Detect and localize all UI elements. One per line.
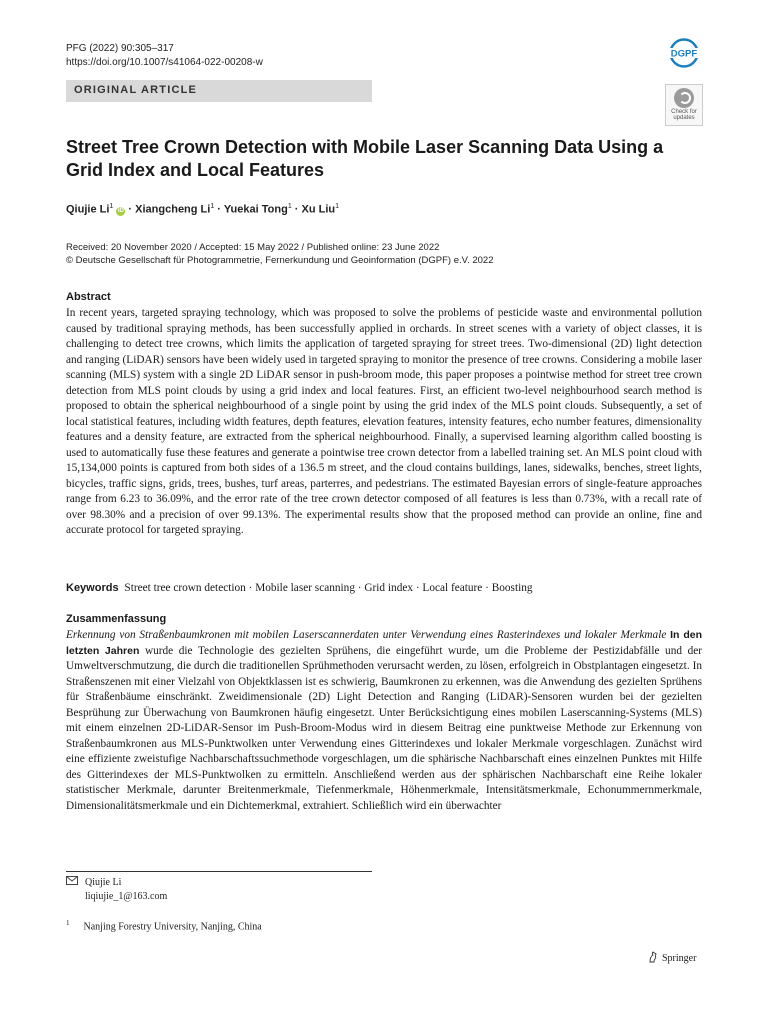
zusammenfassung-heading: Zusammenfassung <box>66 613 167 625</box>
article-type-banner <box>66 80 372 102</box>
author-name[interactable]: Xiangcheng Li <box>135 203 211 216</box>
check-for-updates-button[interactable] <box>665 84 703 126</box>
contact-name: Qiujie Li <box>85 877 122 888</box>
author-affiliation: 1 <box>287 203 292 210</box>
author-affiliation: 1 <box>109 203 114 210</box>
zusammenfassung-body <box>66 628 702 814</box>
german-title: Erkennung von Straßenbaumkronen mit mobilen Laserscannerdaten unter Verwendung eines Rasterindexes und lokaler Merkmale <box>66 629 667 641</box>
dgpf-logo-icon <box>666 38 702 68</box>
copyright-line: © Deutsche Gesellschaft für Photogrammetrie, Fernerkundung und Geoinformation (DGPF) e.V. 2022 <box>66 255 494 266</box>
journal-reference <box>66 42 263 70</box>
keywords-list: Street tree crown detection · Mobile laser scanning · Grid index · Local feature · Boosting <box>124 582 533 594</box>
check-updates-icon <box>674 88 694 108</box>
affiliation-number: 1 <box>66 919 70 927</box>
dgpf-logo-text: DGPF <box>670 48 698 60</box>
author-affiliation: 1 <box>335 203 340 210</box>
paper-title: Street Tree Crown Detection with Mobile Laser Scanning Data Using a Grid Index and Local Features <box>66 137 664 180</box>
journal-citation: PFG (2022) 90:305–317 <box>66 43 174 54</box>
check-updates-label: Check for updates <box>671 109 697 121</box>
orcid-icon[interactable]: iD <box>117 207 124 214</box>
author-affiliation: 1 <box>210 203 215 210</box>
publisher-logo <box>648 951 696 964</box>
publication-history <box>66 241 494 267</box>
author-name[interactable]: Xu Liu <box>301 203 336 216</box>
author-list: Qiujie Li$^1$ iD · Xiangcheng $Li^1$ · Yuekai Tong$^1$ · Xu Liu$^1$ <box>66 203 340 216</box>
author-name[interactable]: Yuekai Tong <box>223 203 288 216</box>
contact-email[interactable]: liqiujie_1@163.com <box>85 891 168 902</box>
affiliation-footnote <box>66 916 262 934</box>
envelope-icon <box>66 876 78 885</box>
keywords-heading: Keywords <box>66 582 119 594</box>
corresponding-author <box>66 876 167 904</box>
doi-link[interactable]: https://doi.org/10.1007/s41064-022-00208-w <box>66 57 263 68</box>
publisher-name: Springer <box>662 953 697 964</box>
author-name[interactable]: Qiujie Li <box>66 203 110 216</box>
zusammenfassung-text: wurde die Technologie des gezielten Sprühens, die eingeführt wurde, um die Probleme der Pestizidabfälle und der Umweltverschmutzung, die durch die traditionellen Sprühmethoden verursacht werden, zu lösen, erfolgreich in Obstplantagen eingesetzt. In Straßenszenen mit einer Vielzahl von Objektklassen ist es schwierig, Baumkronen zu erkennen, was die Anwendung des gezielten Sprühens für Straßenbäume einschränkt. Zweidimensionale (2D) Light Detection and Ranging (LiDAR)-Sensoren wurden bei der gezielten Besprühung zur Überwachung von Baumkronen häufig eingesetzt. Unter Berücksichtigung eines mobilen Laserscanning-Systems (MLS) mit einem einzelnen 2D-LiDAR-Sensor im Push-Broom-Modus wird in diesem Beitrag eine punktweise Methode zur Erkennung von Straßenbaumkronen aus MLS-Punktwolken unter Verwendung eines Gitterindexes und lokaler Merkmale vorgeschlagen. Zunächst wird eine effiziente zweistufige Nachbarschaftssuchmethode vorgeschlagen, um die sphärische Nachbarschaft eines einzelnen Punktes mit Hilfe des Gitterindexes der MLS-Punktwolken zu ermitteln. Anschließend werden aus der sphärischen Nachbarschaft eine Reihe lokaler statistischer Merkmale, darunter Breitenmerkmale, Tiefenmerkmale, Höhenmerkmale, Intensitätsmerkmale, Echonummernmerkmale, Dimensionalitätsmerkmale und ein Dichtemerkmal, extrahiert. Schließlich wird ein überwachter <box>66 644 703 812</box>
article-type-label: ORIGINAL ARTICLE <box>74 84 198 96</box>
footnote-divider <box>66 871 372 872</box>
zusammenfassung-lead: In den letzten Jahren <box>66 629 703 657</box>
springer-horse-icon <box>648 951 658 963</box>
affiliation-text: Nanjing Forestry University, Nanjing, China <box>83 921 262 933</box>
abstract-body: In recent years, targeted spraying technology, which was proposed to solve the problems of pesticide waste and environmental pollution caused by traditional spraying methods, has been successfully applied in orchards. In street scenes with a variety of object classes, it is challenging to detect tree crowns, which limits the application of targeted spraying for street trees. Two-dimensional (2D) light detection and ranging (LiDAR) sensors have been widely used in targeted spraying to monitor the presence of tree crowns. Considering a mobile laser scanning (MLS) system with a single 2D LiDAR sensor in push-broom mode, this paper proposes a pointwise method for street tree crown detection from MLS point clouds by using a grid index and local features. First, an efficient two-level neighbourhood search method is proposed to obtain the spherical neighbourhood of a single point by using the grid index of the MLS point clouds. Subsequently, a set of local statistical features, including width features, depth features, elevation features, intensity features, echo number features, dimensionality features and a density feature, are extracted from the spherical neighbourhood. Finally, a supervised learning algorithm called boosting is used to automatically fuse these features and generate a pointwise tree crown detector from a labelled training set. An MLS point cloud with 15,134,000 points is captured from both sides of a 136.5 m street, and the cloud contains buildings, lanes, sidewalks, benches, street lights, bicycles, traffic signs, grids, trees, bushes, turf areas, parterres, and pedestrians. The estimated Bayesian errors of single-feature approaches range from 6.23 to 36.09%, and the error rate of the tree crown detector composed of all features is less than 0.73%, with a recall rate of over 98.30% and a precision of over 99.13%. The experimental results show that the proposed method can provide an online, fine and accurate protocol for targeted spraying. <box>66 307 702 536</box>
abstract-heading: Abstract <box>66 291 111 303</box>
keywords-line <box>66 582 702 594</box>
history-dates: Received: 20 November 2020 / Accepted: 15 May 2022 / Published online: 23 June 2022 <box>66 242 440 253</box>
